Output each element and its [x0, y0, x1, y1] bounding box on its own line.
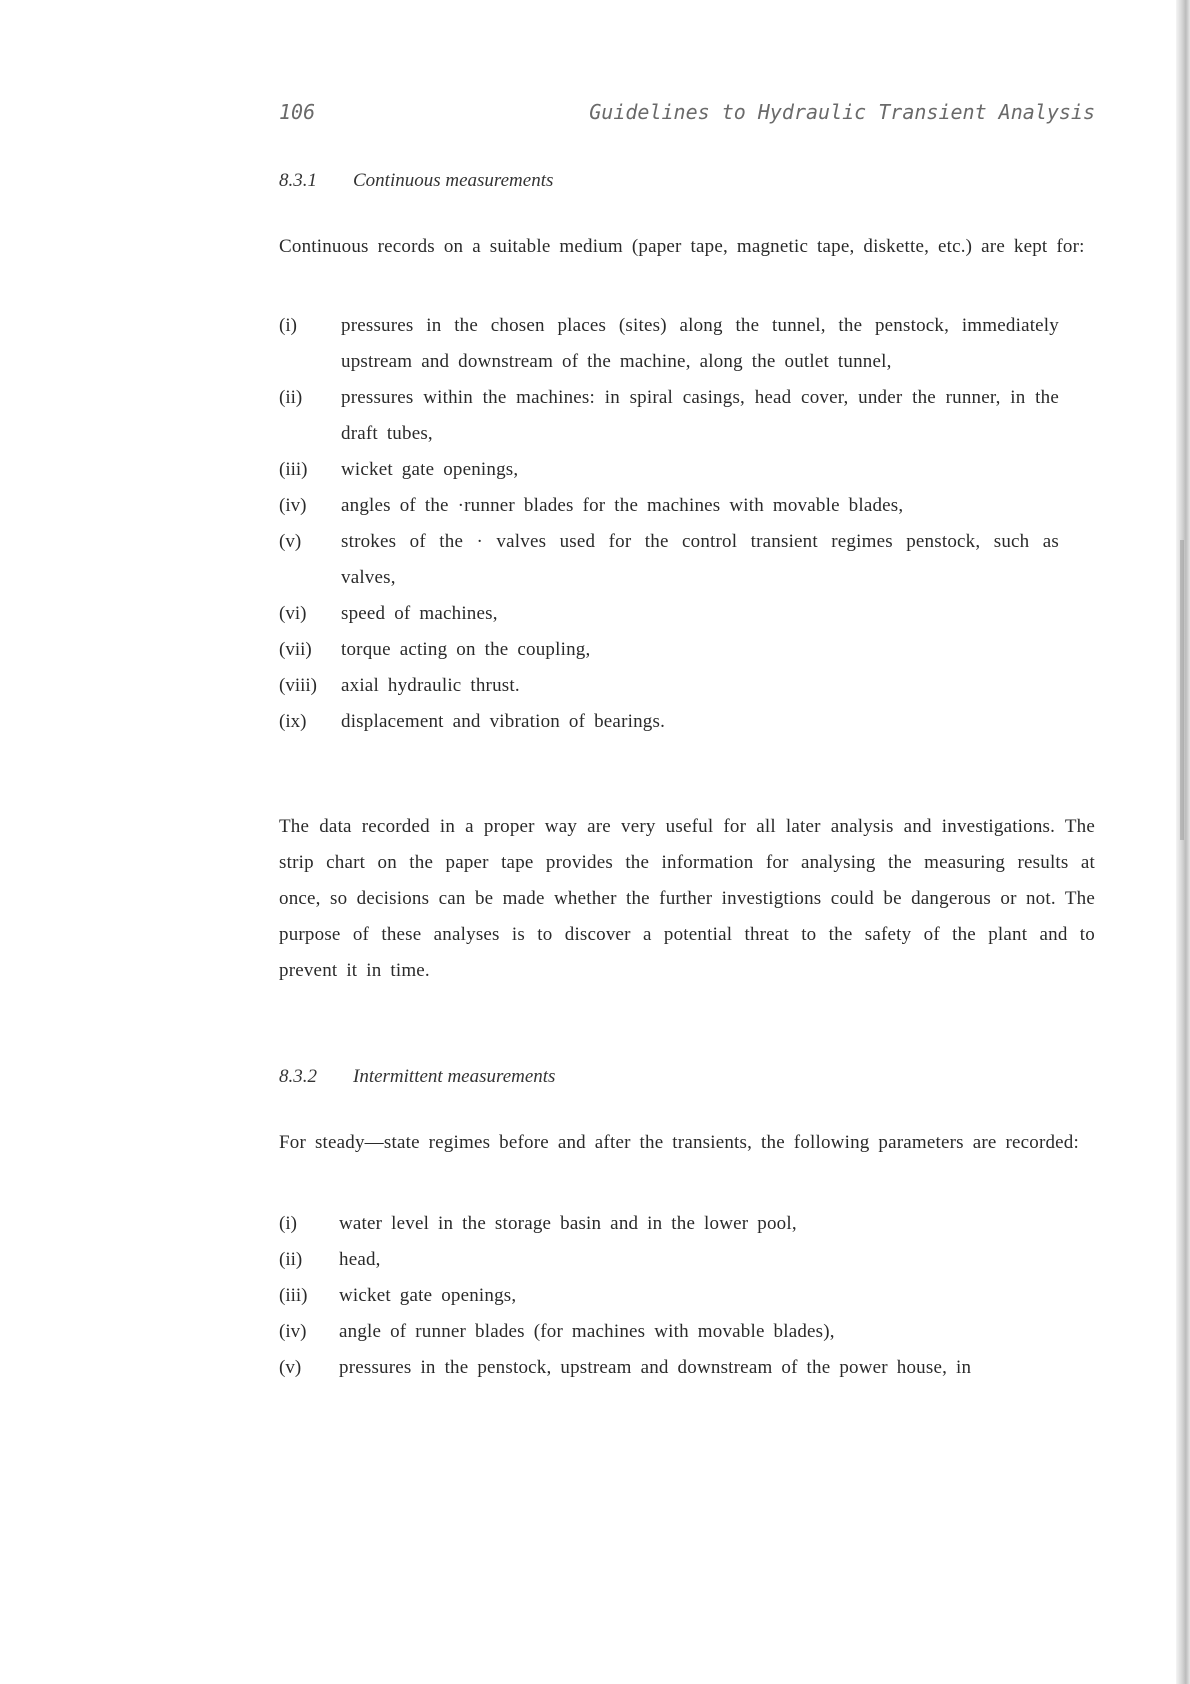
section-number: 8.3.2	[279, 1066, 317, 1087]
list-item: (iv) angles of the ·runner blades for the machines with movable blades,	[279, 495, 904, 516]
section-1-list	[279, 308, 1059, 740]
list-item: (iii) wicket gate openings,	[279, 459, 519, 480]
list-item: (v) pressures in the penstock, upstream and downstream of the power house, in	[279, 1357, 972, 1378]
section-heading-2	[279, 1066, 555, 1088]
list-item: (iii) wicket gate openings,	[279, 1285, 517, 1306]
section-title: Intermittent measurements	[353, 1066, 556, 1087]
list-item: (v) strokes of the · valves used for the control transient regimes penstock, such as valves,	[279, 531, 1059, 588]
list-item: (ii) pressures within the machines: in spiral casings, head cover, under the runner, in the draft tubes,	[279, 387, 1059, 444]
list-item: (vii) torque acting on the coupling,	[279, 639, 591, 660]
list-item: (ii) head,	[279, 1249, 381, 1270]
page-number: 106	[279, 100, 316, 124]
list-item: (vi) speed of machines,	[279, 603, 498, 624]
list-item: (ix) displacement and vibration of bearings.	[279, 711, 666, 732]
section-number: 8.3.1	[279, 170, 317, 191]
section-1-intro: Continuous records on a suitable medium (paper tape, magnetic tape, diskette, etc.) are kept for:	[279, 236, 1085, 257]
list-item: (iv) angle of runner blades (for machines with movable blades),	[279, 1321, 835, 1342]
running-title: Guidelines to Hydraulic Transient Analysis	[589, 100, 1095, 124]
list-item: (viii) axial hydraulic thrust.	[279, 675, 520, 696]
section-1-closing: The data recorded in a proper way are very useful for all later analysis and investigations. The strip chart on the paper tape provides the information for analysing the measuring results at once, so decisions can be made whether the further investigtions could be dangerous or not. The purpose of these analyses is to discover a potential threat to the safety of the plant and to prevent it in time.	[279, 816, 1095, 981]
section-heading-1	[279, 170, 553, 192]
list-item: (i) water level in the storage basin and in the lower pool,	[279, 1213, 797, 1234]
section-2-list	[279, 1206, 1059, 1386]
scan-edge	[1176, 0, 1190, 1684]
section-title: Continuous measurements	[353, 170, 554, 191]
section-2-intro: For steady—state regimes before and after the transients, the following parameters are recorded:	[279, 1132, 1079, 1153]
list-item: (i) pressures in the chosen places (sites) along the tunnel, the penstock, immediately upstream and downstream of the machine, along the outlet tunnel,	[279, 315, 1059, 372]
